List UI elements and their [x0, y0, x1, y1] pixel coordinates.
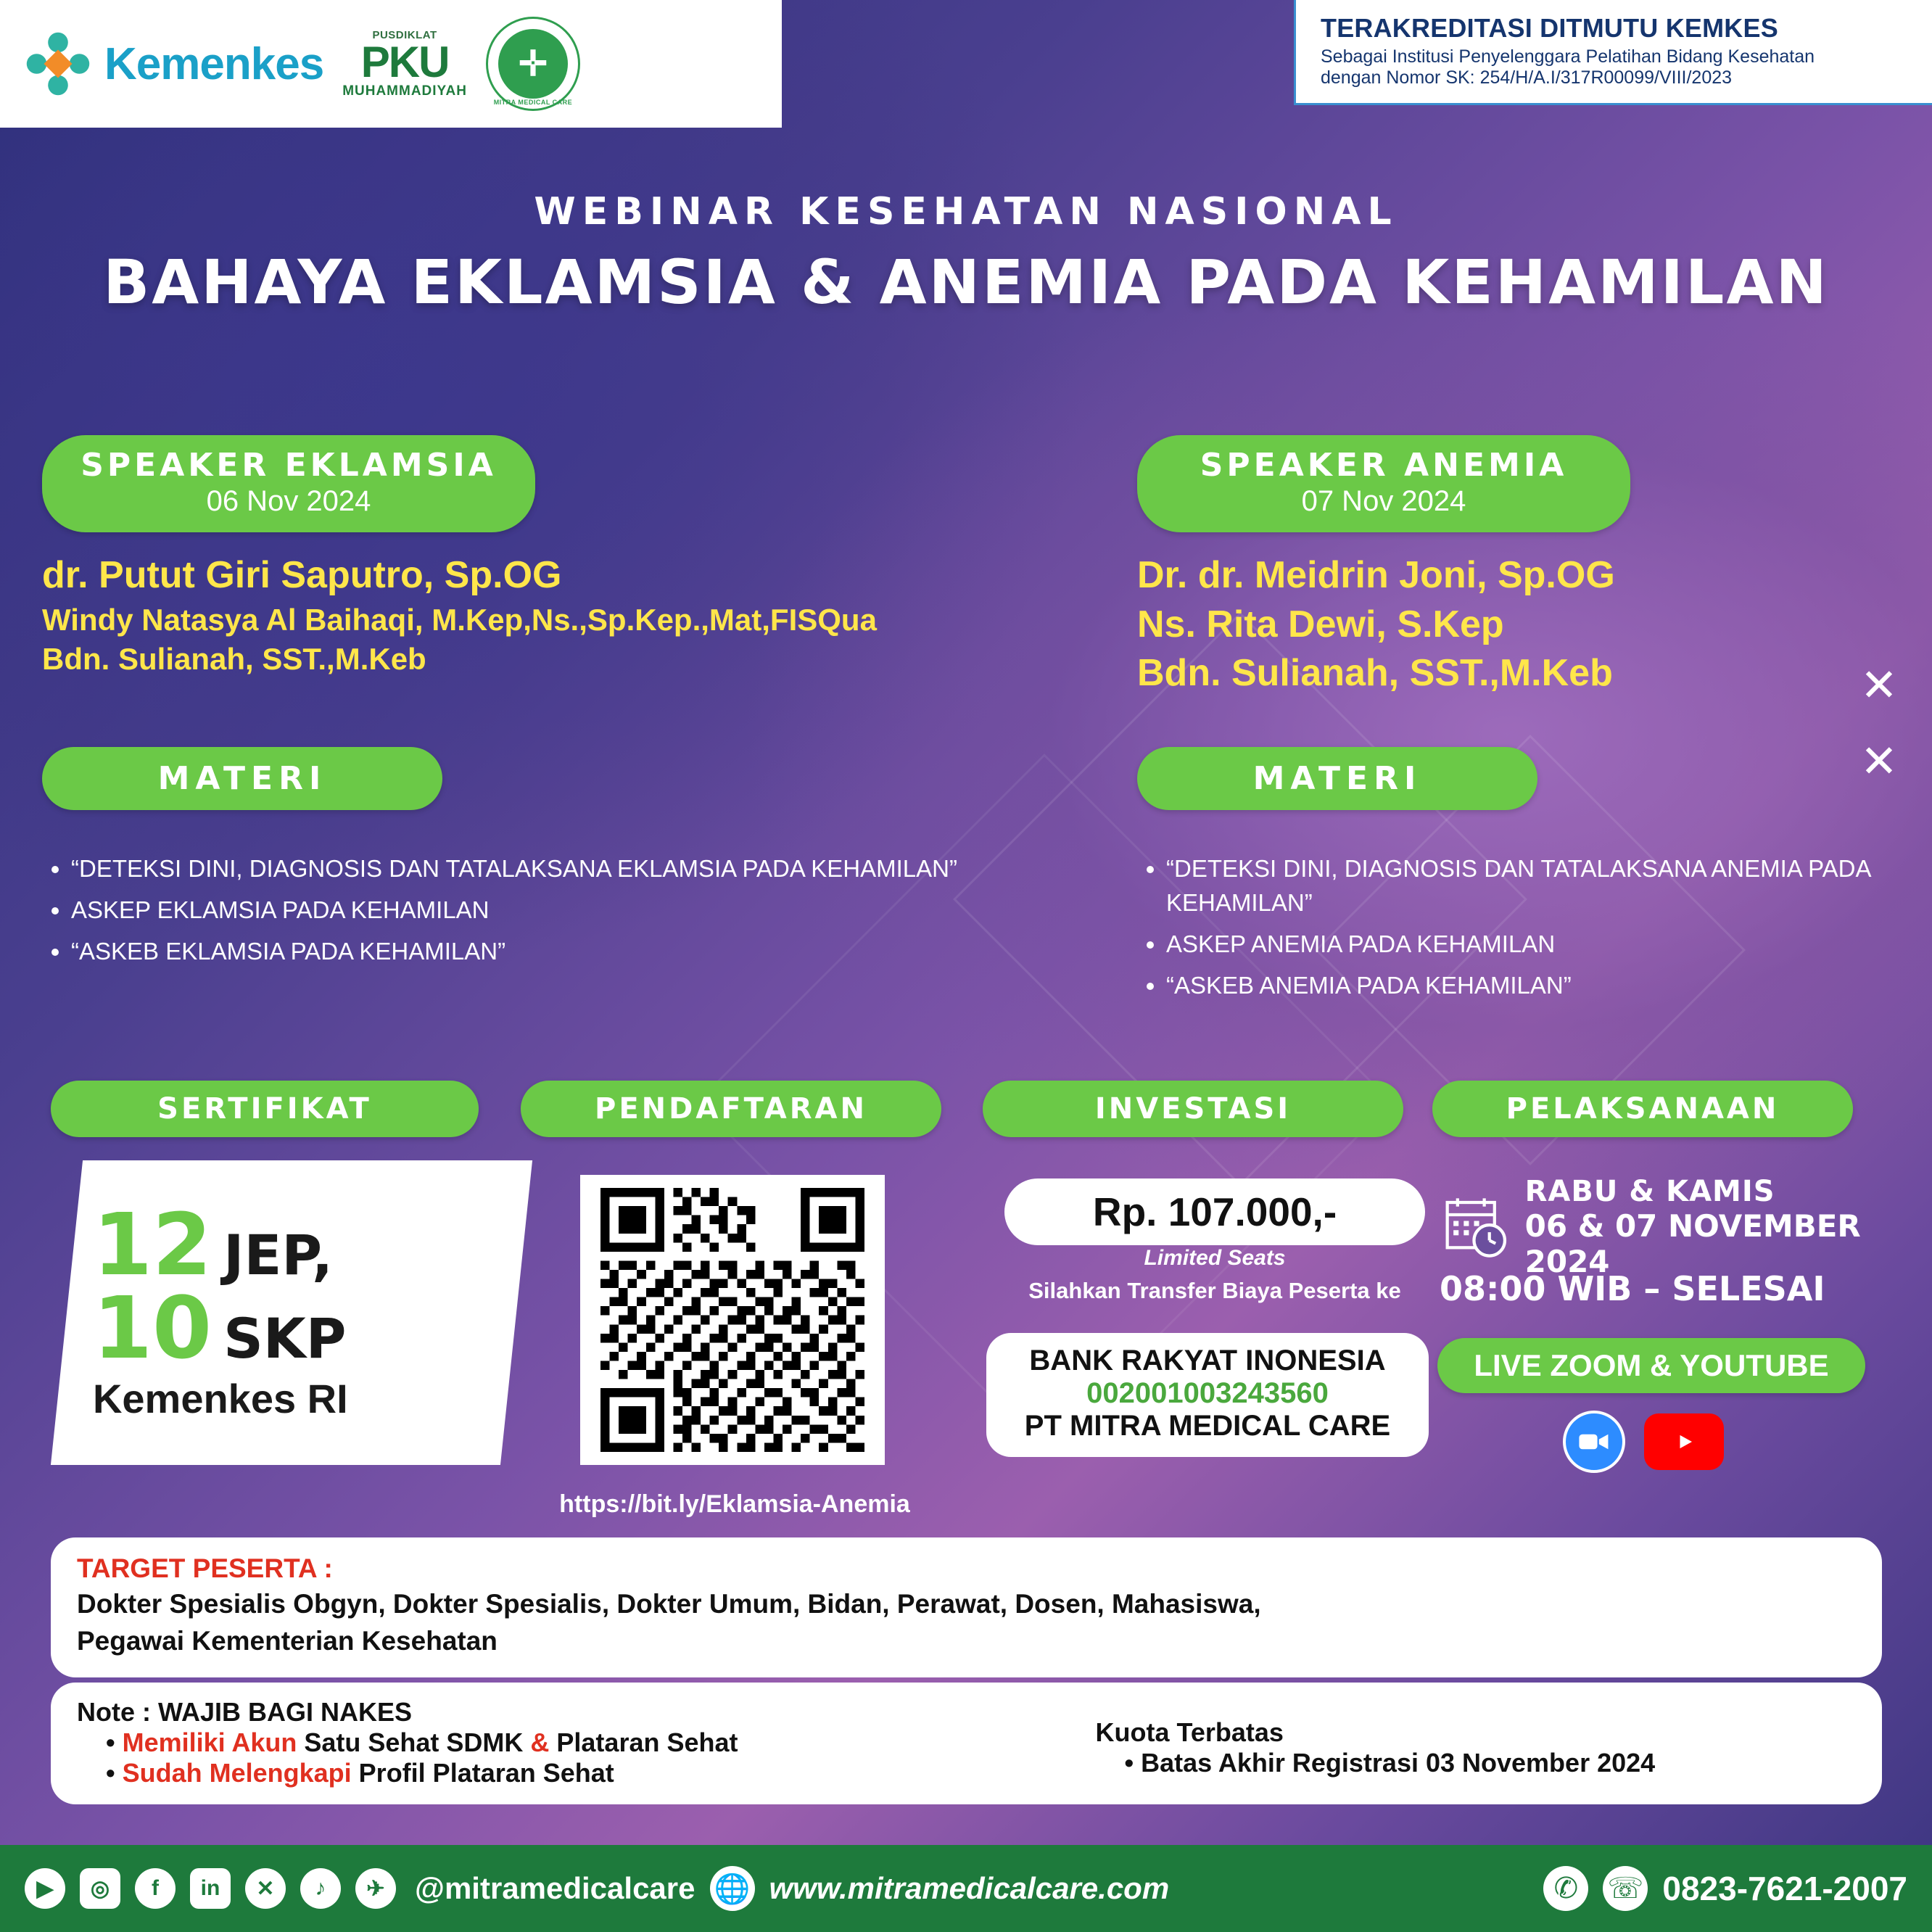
speaker-pill-date: 07 Nov 2024: [1301, 485, 1466, 517]
x-decor-icon: ✕: [1860, 737, 1898, 787]
note-heading: Note : WAJIB BAGI NAKES: [77, 1697, 413, 1727]
materi-eklamsia-list: [42, 852, 1057, 976]
note-item-2-red: Sudah Melengkapi: [122, 1758, 352, 1788]
cert-skp-number: 10: [93, 1277, 212, 1378]
pelaksanaan-pill: PELAKSANAAN: [1432, 1081, 1853, 1137]
note-item-1: • Memiliki Akun Satu Sehat SDMK & Plataran Sehat: [106, 1727, 738, 1757]
kemenkes-wordmark: Kemenkes: [104, 38, 324, 89]
x-decor-icon: ✕: [1860, 661, 1898, 711]
youtube-icon[interactable]: [1644, 1413, 1724, 1470]
phone-number[interactable]: 0823-7621-2007: [1662, 1870, 1907, 1907]
speaker-pill-title: SPEAKER ANEMIA: [1200, 447, 1568, 484]
instagram-icon[interactable]: ◎: [80, 1868, 120, 1909]
list-item: • ASKEP ANEMIA PADA KEHAMILAN: [1166, 928, 1920, 962]
webinar-kicker: WEBINAR KESEHATAN NASIONAL: [534, 190, 1398, 234]
speaker-anemia-pill: [1137, 435, 1630, 532]
certificate-card: [51, 1160, 532, 1465]
cert-issuer: Kemenkes RI: [93, 1375, 348, 1421]
platform-icons: [1563, 1411, 1724, 1473]
list-item: • “DETEKSI DINI, DIAGNOSIS DAN TATALAKSANA EKLAMSIA PADA KEHAMILAN”: [71, 852, 1057, 886]
materi-anemia-list: [1137, 852, 1920, 1010]
speaker-pill-title: SPEAKER EKLAMSIA: [80, 447, 497, 484]
pku-logo: [342, 30, 467, 98]
telegram-icon[interactable]: ✈: [355, 1868, 396, 1909]
speaker-name: Windy Natasya Al Baihaqi, M.Kep,Ns.,Sp.Kep.,Mat,FISQua: [42, 602, 877, 637]
speaker-name: Bdn. Sulianah, SST.,M.Keb: [1137, 652, 1613, 695]
investasi-pill: INVESTASI: [983, 1081, 1403, 1137]
youtube-icon[interactable]: ▶: [25, 1868, 65, 1909]
accreditation-box: [1294, 0, 1932, 105]
x-icon[interactable]: ✕: [245, 1868, 286, 1909]
target-line1: Dokter Spesialis Obgyn, Dokter Spesialis, Dokter Umum, Bidan, Perawat, Dosen, Mahasiswa,: [77, 1589, 1261, 1619]
kuota-item: • Batas Akhir Registrasi 03 November 2024: [1124, 1748, 1656, 1778]
pku-bottom-text: MUHAMMADIYAH: [342, 83, 467, 99]
transfer-note: Silahkan Transfer Biaya Peserta ke: [1028, 1278, 1401, 1303]
list-item: • “DETEKSI DINI, DIAGNOSIS DAN TATALAKSANA ANEMIA PADA KEHAMILAN”: [1166, 852, 1920, 920]
target-audience-box: [51, 1537, 1882, 1677]
qr-icon: [593, 1188, 872, 1452]
mmc-label: MITRA MEDICAL CARE: [493, 99, 573, 106]
sertifikat-pill: SERTIFIKAT: [51, 1081, 479, 1137]
tiktok-icon[interactable]: ♪: [300, 1868, 341, 1909]
bank-name: BANK RAKYAT INONESIA: [1029, 1345, 1386, 1376]
cert-skp-label: SKP: [223, 1305, 347, 1371]
cert-jep-label: JEP,: [223, 1222, 334, 1287]
registration-link[interactable]: https://bit.ly/Eklamsia-Anemia: [559, 1490, 910, 1518]
cert-jep-number: 12: [93, 1194, 212, 1295]
price-value: Rp. 107.000,-: [1004, 1178, 1425, 1245]
speaker-anemia-names: [1137, 551, 1906, 698]
calendar-clock-icon: [1443, 1192, 1509, 1262]
list-item: • “ASKEB EKLAMSIA PADA KEHAMILAN”: [71, 935, 1057, 969]
note-item-1-tail: Plataran Sehat: [549, 1727, 738, 1757]
pku-top-text: PUSDIKLAT: [372, 29, 437, 41]
phone-icon: ✆: [1543, 1866, 1588, 1911]
page-title: BAHAYA EKLAMSIA & ANEMIA PADA KEHAMILAN: [103, 247, 1829, 318]
speaker-name: dr. Putut Giri Saputro, Sp.OG: [42, 554, 562, 596]
website-url[interactable]: www.mitramedicalcare.com: [769, 1871, 1170, 1905]
execution-time: 08:00 WIB – SELESAI: [1440, 1269, 1825, 1308]
materi-eklamsia-pill: MATERI: [42, 747, 442, 810]
pku-mid-text: PKU: [360, 38, 449, 86]
footer-bar: [0, 1845, 1932, 1932]
note-item-1-rest: Satu Sehat SDMK: [297, 1727, 531, 1757]
mmc-badge: [498, 29, 568, 99]
pendaftaran-pill: PENDAFTARAN: [521, 1081, 941, 1137]
note-box: [51, 1683, 1882, 1804]
note-item-2: • Sudah Melengkapi Profil Plataran Sehat: [106, 1758, 614, 1788]
target-title: TARGET PESERTA :: [77, 1553, 333, 1583]
accreditation-line2: dengan Nomor SK: 254/H/A.I/317R00099/VIII/2023: [1321, 67, 1733, 88]
linkedin-icon[interactable]: in: [190, 1868, 231, 1909]
execution-dates: 06 & 07 NOVEMBER 2024: [1524, 1208, 1861, 1279]
speaker-eklamsia-names: [42, 551, 1101, 680]
header-logos: [0, 0, 782, 128]
medical-cross-icon: ✛: [518, 45, 548, 83]
list-item: • “ASKEB ANEMIA PADA KEHAMILAN”: [1166, 969, 1920, 1003]
social-handle[interactable]: @mitramedicalcare: [415, 1871, 695, 1905]
facebook-icon[interactable]: f: [135, 1868, 176, 1909]
bank-account-holder: PT MITRA MEDICAL CARE: [1024, 1410, 1391, 1442]
note-item-2-rest: Profil Plataran Sehat: [351, 1758, 614, 1788]
kuota-item-text: Batas Akhir Registrasi 03 November 2024: [1141, 1748, 1656, 1778]
whatsapp-icon: ☏: [1603, 1866, 1648, 1911]
accreditation-title: TERAKREDITASI DITMUTU KEMKES: [1321, 13, 1778, 43]
speaker-name: Ns. Rita Dewi, S.Kep: [1137, 603, 1504, 645]
note-item-1-amp: &: [530, 1727, 550, 1757]
execution-date-block: [1443, 1175, 1932, 1279]
kemenkes-mark-icon: [25, 30, 91, 97]
note-item-1-red: Memiliki Akun: [122, 1727, 297, 1757]
accreditation-line1: Sebagai Institusi Penyelenggara Pelatihan Bidang Kesehatan: [1321, 46, 1815, 67]
list-item: • ASKEP EKLAMSIA PADA KEHAMILAN: [71, 893, 1057, 928]
kemenkes-logo: [25, 30, 323, 97]
speaker-eklamsia-pill: [42, 435, 535, 532]
speaker-name: Dr. dr. Meidrin Joni, Sp.OG: [1137, 554, 1615, 596]
limited-seats-note: Limited Seats: [1144, 1246, 1286, 1270]
registration-qr-code[interactable]: [580, 1175, 885, 1465]
speaker-pill-date: 06 Nov 2024: [206, 485, 371, 517]
bank-account-number: 002001003243560: [1086, 1377, 1329, 1409]
mitra-medical-care-logo: [486, 17, 580, 111]
globe-icon: 🌐: [710, 1866, 755, 1911]
target-line2: Pegawai Kementerian Kesehatan: [77, 1626, 498, 1656]
zoom-icon[interactable]: [1563, 1411, 1625, 1473]
kuota-title: Kuota Terbatas: [1095, 1717, 1284, 1747]
platform-pill: LIVE ZOOM & YOUTUBE: [1437, 1338, 1865, 1393]
materi-anemia-pill: MATERI: [1137, 747, 1537, 810]
bank-details-box: [986, 1333, 1429, 1457]
execution-days: RABU & KAMIS: [1524, 1175, 1775, 1208]
speaker-name: Bdn. Sulianah, SST.,M.Keb: [42, 642, 426, 677]
